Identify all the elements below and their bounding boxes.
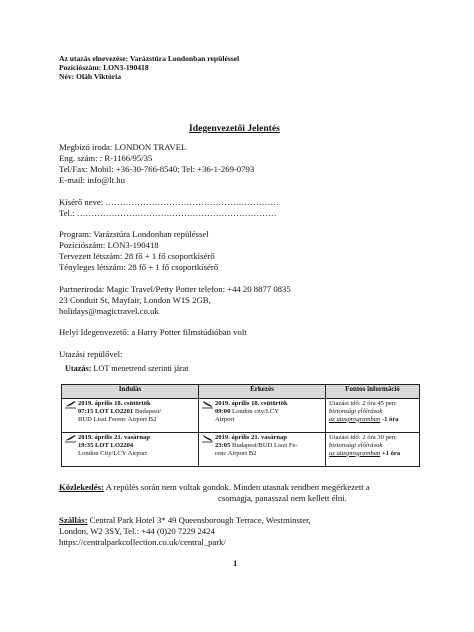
col-header-arrival: Érkezés: [199, 385, 326, 399]
agency-phone: Tel/Fax: Mobil: +36-30-766-8540; Tel: +36-1-269-0793: [59, 164, 255, 174]
info-duration: Utazási idő: 2 óra 45 perc: [329, 400, 397, 407]
table-row: [62, 399, 420, 433]
dep-flight: 19:35 LOT LO2204: [78, 441, 134, 449]
arrival-cell: [199, 399, 326, 433]
transport-line2: csomagja, panasszal nem kellett élni.: [218, 493, 347, 503]
departure-cell: [62, 433, 199, 467]
table-header-row: [62, 385, 420, 399]
info-cell: [326, 433, 420, 467]
partner-line3: holidays@magictravel.co.uk: [59, 306, 159, 316]
agency-office: Megbízó iroda: LONDON TRAVEL: [59, 142, 187, 152]
hotel-url[interactable]: https://centralparkcollection.co.uk/central_park/: [59, 537, 226, 547]
arr-airport: renc Airport B2: [215, 449, 257, 457]
partner-line2: 23 Conduit St, Mayfair, London W1S 2GB,: [59, 295, 211, 305]
page-title: Idegenvezetői Jelentés: [189, 123, 280, 134]
program-position: Pozíciószám: LON3-190418: [59, 240, 159, 250]
hotel-line1: Szállás: Central Park Hotel 3* 49 Queensborough Terrace, Westminster,: [59, 515, 311, 525]
info-security: biztonsági előírások: [329, 407, 383, 415]
header-name: Név: Oláh Viktória: [59, 72, 122, 81]
col-header-info: Fontos információ: [326, 385, 420, 399]
dep-date: 2019. április 18. csütörtök: [78, 400, 151, 407]
info-cell: [326, 399, 420, 433]
arr-time: 09:00: [215, 407, 231, 415]
takeoff-icon: [65, 400, 76, 409]
landing-icon: [202, 434, 213, 443]
transport-line1: Közlekedés: A repülés során nem voltak gondok. Minden utasnak rendben megérkezett a: [59, 482, 370, 492]
info-program: az utasprogramban: [329, 415, 381, 423]
page-number: 1: [233, 558, 238, 568]
table-row: [62, 433, 420, 467]
dep-date: 2019. április 21. vasárnap: [78, 434, 150, 441]
col-header-departure: Indulás: [62, 385, 199, 399]
transport-label: Közlekedés:: [59, 482, 104, 492]
escort-tel: Tel.: ……………………………………………………………: [59, 208, 277, 218]
arr-place: Budapest/BUD Liszt Fe-: [232, 441, 298, 449]
arr-date: 2019. április 21. vasárnap: [215, 434, 287, 441]
hotel-label: Szállás:: [59, 515, 88, 525]
arr-place: London city/LCY: [232, 407, 280, 415]
info-timezone: -1 óra: [381, 415, 399, 423]
info-security: biztonsági előírások: [329, 441, 383, 449]
arr-airport: Airport: [215, 415, 235, 423]
arrival-cell: [199, 433, 326, 467]
program-planned: Tervezett létszám: 28 fő + 1 fő csoportkísérő: [59, 251, 215, 261]
dep-airport: BUD Liszt Ferenc Airport B2: [78, 415, 157, 423]
header-position: Pozíciószám: LON3-190418: [59, 63, 149, 72]
departure-cell: [62, 399, 199, 433]
dep-airport: London City/LCY Airport: [78, 449, 147, 457]
flights-caption: Utazás: LOT menetrend szerinti járat: [65, 364, 189, 373]
info-timezone: +1 óra: [381, 449, 401, 457]
header-trip-name: Az utazás elnevezése: Varázstúra Londonban repüléssel: [59, 54, 240, 63]
info-duration: Utazási idő: 2 óra 30 perc: [329, 434, 397, 441]
escort-name: Kísérő neve: ……………………………………………………: [59, 197, 280, 207]
dep-flight: 07:15 LOT LO2201: [78, 407, 134, 415]
arr-date: 2019. április 18. csütörtök: [215, 400, 288, 407]
agency-email: E-mail: info@lt.hu: [59, 175, 125, 185]
agency-reg: Eng. szám: : R-1166/95/35: [59, 153, 153, 163]
info-program: az utasprogramban: [329, 449, 381, 457]
program-actual: Tényleges létszám: 28 fő + 1 fő csoportkísérő: [59, 262, 219, 272]
flight-table: [61, 384, 420, 467]
landing-icon: [202, 400, 213, 409]
dep-place: Budapest/: [134, 407, 162, 415]
hotel-line2: London, W2 3SY, Tel.: +44 (0)20 7229 2424: [59, 526, 215, 536]
flights-intro: Utazási repülővel:: [59, 349, 123, 359]
arr-time: 23:05: [215, 441, 231, 449]
program-name: Program: Varázstúra Londonban repüléssel: [59, 229, 209, 239]
partner-line1: Partneriroda: Magic Travel/Petty Potter telefon: +44 20 8877 0835: [59, 284, 291, 294]
takeoff-icon: [65, 434, 76, 443]
local-guide: Helyi Idegenvezető: a Harry Potter filmstúdióban volt: [59, 327, 247, 337]
